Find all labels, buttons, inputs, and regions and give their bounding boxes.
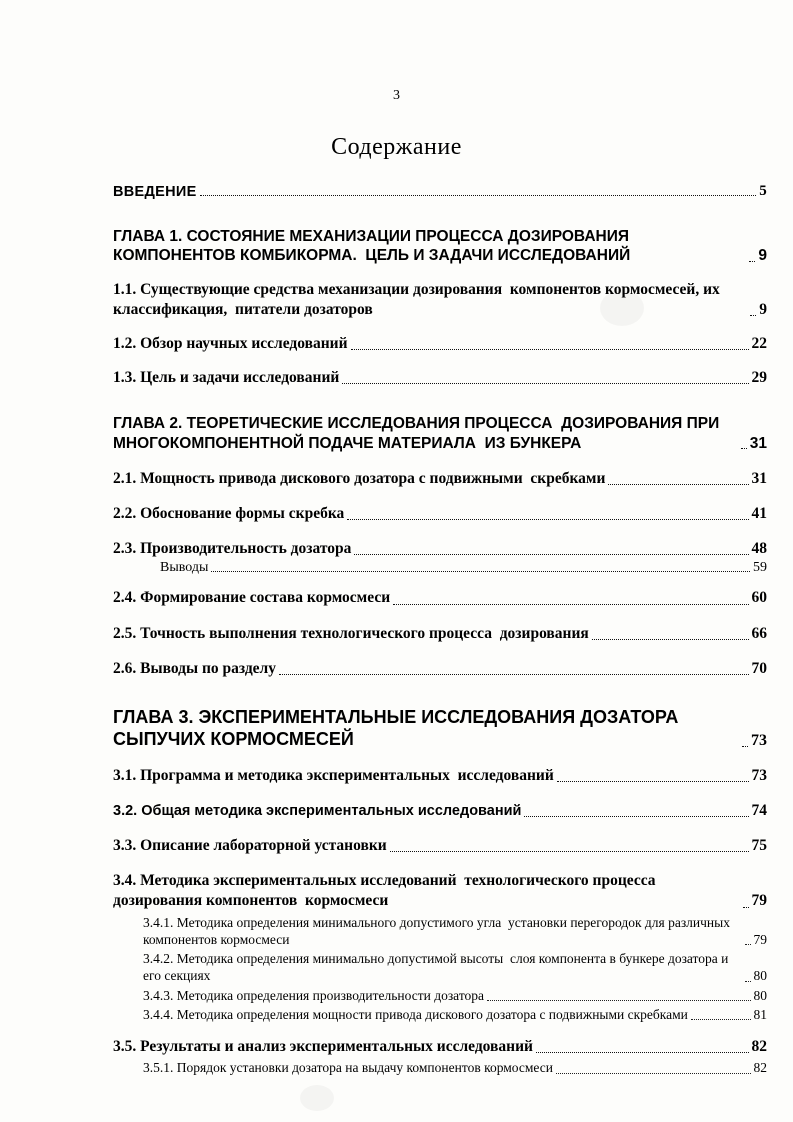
toc-entry-page: 29 [751,369,767,387]
toc-dot-leader [750,314,756,316]
toc-entry-label: 3.4.3. Методика определения производительности дозатора [143,987,485,1003]
toc-entry-page: 60 [751,589,767,607]
toc-dot-leader [608,483,748,485]
toc-entry-section-2-4[interactable] [113,588,767,608]
toc-entry-label: 3.2. Общая методика экспериментальных исследований [113,803,522,820]
toc-entry-label: 3.4.1. Методика определения минимального допустимого угла установки перегородок для различных компонентов кормосмеси [143,914,734,947]
toc-entry-section-2-3[interactable] [113,539,767,559]
toc-entry-section-3-2[interactable] [113,801,767,821]
toc-dot-leader [691,1018,751,1020]
toc-entry-label: 2.5. Точность выполнения технологического процесса дозирования [113,624,589,642]
toc-entry-intro[interactable] [113,183,767,200]
toc-dot-leader [354,553,748,555]
toc-dot-leader [393,603,748,605]
toc-dot-leader [524,815,748,817]
toc-entry-chapter-1[interactable] [113,227,767,266]
toc-entry-page: 41 [751,505,767,523]
toc-entry-page: 75 [751,837,767,855]
toc-dot-leader [592,638,749,640]
page-number: 3 [393,88,400,103]
toc-entry-label: ВВЕДЕНИЕ [113,184,197,200]
toc-entry-section-1-3[interactable] [113,368,767,388]
toc-entry-label: ГЛАВА 3. ЭКСПЕРИМЕНТАЛЬНЫЕ ИССЛЕДОВАНИЯ ДОЗАТОРА СЫПУЧИХ КОРМОСМЕСЕЙ [113,706,684,750]
toc-entry-page: 70 [751,659,767,677]
toc-entry-section-2-2[interactable] [113,504,767,524]
toc-entry-page: 80 [753,987,767,1003]
toc-entry-page: 66 [751,624,767,642]
toc-entry-label: 1.3. Цель и задачи исследований [113,369,340,387]
toc-entry-page: 48 [751,540,767,558]
toc-entry-section-3-3[interactable] [113,836,767,856]
toc-entry-section-1-1[interactable] [113,280,767,320]
toc-entry-page: 31 [751,470,767,488]
toc-entry-section-3-4-2[interactable] [113,950,767,985]
toc-entry-label: 2.6. Выводы по разделу [113,659,276,677]
toc-entry-label: 1.2. Обзор научных исследований [113,335,348,353]
toc-entry-chapter-3[interactable] [113,706,767,751]
toc-entry-label: 1.1. Существующие средства механизации дозирования компонентов кормосмесей, их классификация, питатели дозаторов [113,280,724,318]
toc-dot-leader [557,780,749,782]
toc-entry-label: 3.4.2. Методика определения минимально допустимой высоты слоя компонента в бункере дозатора и его секциях [143,951,732,984]
toc-entry-section-3-4-4[interactable] [113,1006,767,1023]
toc-entry-page: 82 [753,1060,767,1076]
toc-dot-leader [749,260,755,262]
toc-entry-label: 3.3. Описание лабораторной установки [113,837,387,855]
toc-entry-label: 3.4. Методика экспериментальных исследований технологического процесса дозирования компонентов кормосмеси [113,872,660,910]
toc-entry-label: 2.4. Формирование состава кормосмеси [113,589,391,607]
toc-entry-page: 22 [751,335,767,353]
toc-entry-page: 80 [753,968,767,984]
toc-dot-leader [741,447,747,449]
toc-dot-leader [745,980,751,982]
toc-entry-section-3-4-3[interactable] [113,987,767,1004]
toc-entry-label: ГЛАВА 1. СОСТОЯНИЕ МЕХАНИЗАЦИИ ПРОЦЕССА ДОЗИРОВАНИЯ КОМПОНЕНТОВ КОМБИКОРМА. ЦЕЛЬ И ЗАДАЧИ ИССЛЕДОВАНИЙ [113,228,634,265]
toc-dot-leader [351,348,749,350]
toc-entry-page: 79 [751,892,767,910]
toc-dot-leader [742,745,748,747]
toc-dot-leader [390,850,749,852]
toc-dot-leader [745,943,751,945]
toc-entry-page: 73 [751,731,767,749]
toc-entry-page: 31 [749,434,767,452]
toc-entry-page: 59 [753,560,767,576]
toc-entry-page: 5 [759,183,767,199]
toc-entry-page: 9 [758,247,767,265]
table-of-contents [113,183,767,1077]
toc-entry-section-3-5[interactable] [113,1037,767,1057]
toc-dot-leader [342,382,748,384]
toc-entry-label: 3.1. Программа и методика экспериментальных исследований [113,766,554,784]
toc-dot-leader [279,673,749,675]
toc-entry-page: 82 [751,1038,767,1056]
toc-entry-label: ГЛАВА 2. ТЕОРЕТИЧЕСКИЕ ИССЛЕДОВАНИЯ ПРОЦЕССА ДОЗИРОВАНИЯ ПРИ МНОГОКОМПОНЕНТНОЙ ПОДАЧЕ МАТЕРИАЛА ИЗ БУНКЕРА [113,415,724,452]
toc-entry-section-3-5-1[interactable] [113,1059,767,1076]
toc-entry-label: 3.5. Результаты и анализ экспериментальных исследований [113,1038,533,1056]
toc-entry-section-1-2[interactable] [113,334,767,354]
toc-entry-label: 3.5.1. Порядок установки дозатора на выдачу компонентов кормосмеси [143,1060,553,1076]
toc-entry-section-2-5[interactable] [113,624,767,644]
toc-dot-leader [556,1072,751,1074]
toc-entry-section-3-4[interactable] [113,871,767,911]
toc-entry-label: 2.1. Мощность привода дискового дозатора с подвижными скребками [113,470,606,488]
toc-entry-chapter-2[interactable] [113,414,767,453]
toc-entry-label: 3.4.4. Методика определения мощности привода дискового дозатора с подвижными скребками [143,1006,688,1022]
toc-dot-leader [536,1051,749,1053]
toc-entry-page: 74 [751,802,767,820]
toc-entry-page: 81 [753,1006,767,1022]
toc-entry-label: 2.3. Производительность дозатора [113,540,352,558]
toc-entry-page: 79 [753,931,767,947]
toc-entry-vyvody-2-3[interactable] [113,560,767,576]
toc-dot-leader [743,906,749,908]
toc-entry-label: Выводы [160,560,209,576]
toc-entry-section-3-4-1[interactable] [113,914,767,949]
toc-entry-page: 73 [751,766,767,784]
toc-dot-leader [487,999,750,1001]
toc-entry-section-3-1[interactable] [113,766,767,786]
toc-entry-section-2-6[interactable] [113,659,767,679]
toc-dot-leader [347,518,748,520]
toc-entry-page: 9 [759,300,767,318]
paper-smudge-bottom [300,1085,334,1111]
toc-dot-leader [200,194,757,196]
toc-dot-leader [211,570,750,572]
page-title: Содержание [331,134,462,160]
toc-entry-label: 2.2. Обоснование формы скребка [113,505,345,523]
toc-entry-section-2-1[interactable] [113,469,767,489]
